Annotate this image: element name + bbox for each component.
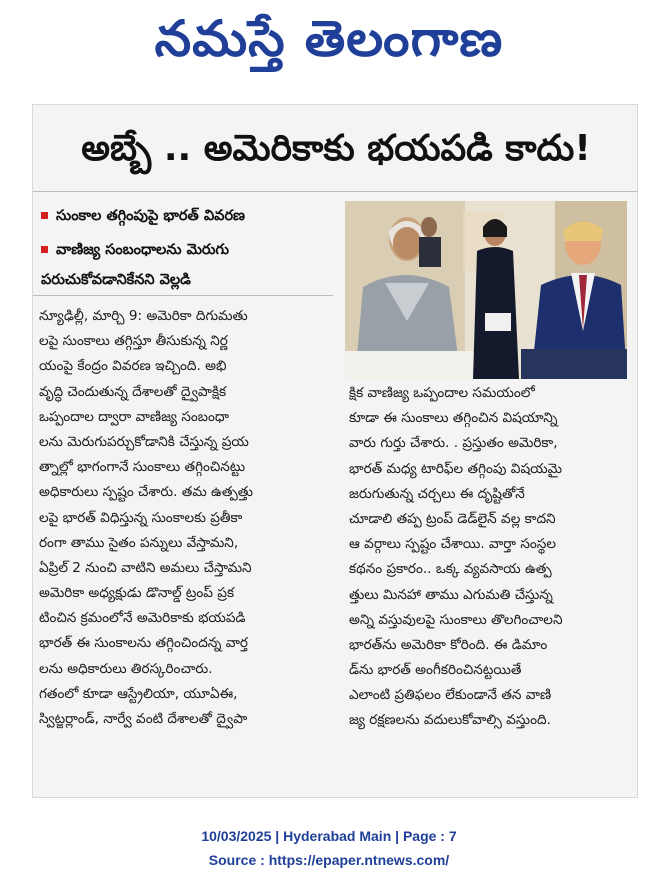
body-line: జరుగుతున్న చర్చలు ఈ దృష్టితోనే [349,485,525,502]
body-line: భారత్‌ను అమెరికా కోరింది. ఈ డిమాం [349,636,548,653]
body-line: లపై సుంకాలు తగ్గిస్తూ తీసుకున్న నిర్ణ [39,333,228,350]
body-line: చూడాలి తప్ప ట్రంప్ డెడ్‌లైన్ వల్ల కాదని [349,510,556,527]
body-line: ఒప్పందాల ద్వారా వాణిజ్య సంబంధా [39,408,229,425]
bullet-item: సుంకాల తగ్గింపుపై భారత్ వివరణ [41,201,341,231]
bullet-item: వాణిజ్య సంబంధాలను మెరుగు [41,235,341,265]
body-line: వృద్ధి చెందుతున్న దేశాలతో ద్వైపాక్షిక [39,383,227,400]
body-line: టించిన క్రమంలోనే అమెరికాకు భయపడి [39,610,246,627]
subheadline-bullets [41,201,341,295]
news-photo [345,201,627,379]
body-line: డ్‌ను భారత్ అంగీకరించినట్టయితే [349,662,522,679]
body-line: రంగా తాము సైతం పన్నులు వేస్తామని, [39,534,239,551]
headline-divider [33,191,638,192]
bullet-square-icon [41,212,48,219]
body-line: అమెరికా అధ్యక్షుడు డొనాల్డ్ ట్రంప్ ప్రక [39,585,235,602]
body-line: గతంలో కూడా ఆస్ట్రేలియా, యూఏఈ, [39,685,238,702]
body-line: లను అధికారులు తిరస్కరించారు. [39,660,213,677]
masthead [0,0,658,90]
source-link[interactable]: Source : https://epaper.ntnews.com/ [208,852,450,868]
edition-info: 10/03/2025 | Hyderabad Main | Page : 7 [201,828,457,844]
article-body-right-column [349,381,631,734]
body-line: లను మెరుగుపర్చుకోడానికి చేస్తున్న ప్రయ [39,433,249,450]
body-line: త్నాల్లో భాగంగానే సుంకాలు తగ్గించినట్టు [39,459,246,476]
body-line: లపై భారత్ విధిస్తున్న సుంకాలకు ప్రతీకా [39,509,243,526]
body-line: ఆ వర్గాలు స్పష్టం చేశాయి. వార్తా సంస్థల [349,536,556,553]
body-line: కథనం ప్రకారం.. ఒక్క వ్యవసాయ ఉత్ప [349,561,552,578]
photo-leaders-meeting [345,201,627,379]
body-line: ఎలాంటి ప్రతిఫలం లేకుండానే తన వాణి [349,687,552,704]
article-body-left-column [39,304,331,732]
body-line: ఏప్రిల్ 2 నుంచి వాటిని అమలు చేస్తామని [39,559,252,576]
body-line: జ్య రక్షణలను వదులుకోవాల్సి వస్తుంది. [349,712,551,729]
body-line: యంపై కేంద్రం వివరణ ఇచ్చింది. అభి [39,358,227,375]
body-line: వారు గుర్తు చేశారు. . ప్రస్తుతం అమెరికా, [349,435,558,452]
headline: అబ్బే .. అమెరికాకు భయపడి కాదు! [81,128,591,169]
body-line: న్యూఢిల్లీ, మార్చి 9: అమెరికా దిగుమతు [39,308,248,324]
body-line: కూడా ఈ సుంకాలు తగ్గించిన విషయాన్ని [349,410,558,427]
bullet-square-icon [41,246,48,253]
body-line: త్తులు మినహా తాము ఎగుమతి చేస్తున్న [349,586,553,603]
bullet-item-continuation: పరుచుకోవడానికేనని వెల్లడి [41,272,191,288]
body-line: భారత్ మధ్య టారిఫ్‌ల తగ్గింపు విషయమై [349,460,563,477]
body-line: అన్ని వస్తువులపై సుంకాలు తొలగించాలని [349,611,563,628]
body-line: భారత్ ఈ సుంకాలను తగ్గించిందన్న వార్త [39,635,248,652]
bullets-divider [33,295,333,296]
body-line: క్షిక వాణిజ్య ఒప్పందాల సమయంలో [349,385,535,401]
body-line: అధికారులు స్పష్టం చేశారు. తమ ఉత్పత్తు [39,484,253,501]
body-line: స్విట్జర్లాండ్, నార్వే వంటి దేశాలతో ద్వైపా [39,711,248,727]
masthead-title: నమస్తే తెలంగాణ [154,10,504,68]
article-panel [32,104,638,798]
